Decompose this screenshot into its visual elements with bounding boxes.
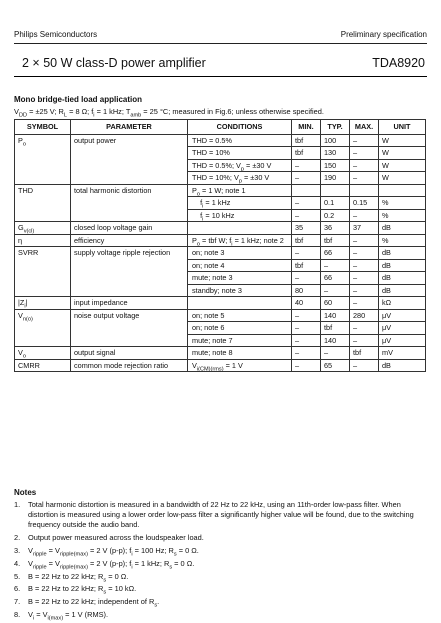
table-header-row <box>15 120 426 135</box>
cell-symbol <box>15 259 71 272</box>
notes-list <box>14 500 427 623</box>
cell-conditions: $P_o$ = tbf W; $f_i = 1$ kHz; note 2 <box>188 234 292 247</box>
cell-max: – <box>350 159 379 172</box>
cell-max: – <box>350 334 379 347</box>
note-item <box>14 597 427 607</box>
cell-min: – <box>292 209 321 222</box>
cell-conditions: THD = 10% <box>188 147 292 160</box>
table-row <box>15 247 426 260</box>
cell-min: tbf <box>292 147 321 160</box>
table-row <box>15 234 426 247</box>
cell-max: 37 <box>350 222 379 235</box>
cell-parameter: closed loop voltage gain <box>71 222 188 235</box>
cell-symbol <box>15 334 71 347</box>
cell-symbol: η <box>15 234 71 247</box>
cell-symbol: $G_{v(cl)}$ <box>15 222 71 235</box>
note-text: B = 22 Hz to 22 kHz; independent of $R_s$. <box>28 597 160 609</box>
column-header: CONDITIONS <box>188 120 292 135</box>
table-row <box>15 209 426 222</box>
cell-typ: 140 <box>321 309 350 322</box>
cell-parameter <box>71 272 188 285</box>
cell-typ: 140 <box>321 334 350 347</box>
cell-parameter: common mode rejection ratio <box>71 359 188 372</box>
cell-parameter <box>71 334 188 347</box>
cell-parameter: noise output voltage <box>71 309 188 322</box>
table-row <box>15 272 426 285</box>
table-row <box>15 197 426 210</box>
cell-conditions <box>188 297 292 310</box>
cell-typ: 190 <box>321 172 350 185</box>
note-number: 4. <box>14 558 21 568</box>
cell-parameter <box>71 209 188 222</box>
spec-status: Preliminary specification <box>340 30 427 39</box>
cell-symbol <box>15 272 71 285</box>
table-row <box>15 322 426 335</box>
cell-unit: % <box>379 234 426 247</box>
cell-max: – <box>350 147 379 160</box>
cell-parameter: input impedance <box>71 297 188 310</box>
cell-min: – <box>292 197 321 210</box>
cell-conditions: on; note 5 <box>188 309 292 322</box>
cell-unit: W <box>379 172 426 185</box>
cell-conditions: on; note 4 <box>188 259 292 272</box>
table-row <box>15 172 426 185</box>
cell-conditions: standby; note 3 <box>188 284 292 297</box>
cell-max: – <box>350 134 379 147</box>
cell-symbol <box>15 147 71 160</box>
cell-parameter: supply voltage ripple rejection <box>71 247 188 260</box>
cell-max: – <box>350 209 379 222</box>
cell-typ: 66 <box>321 247 350 260</box>
cell-max <box>350 184 379 197</box>
product-title: 2 × 50 W class-D power amplifier <box>22 56 206 70</box>
cell-conditions: mute; note 8 <box>188 347 292 360</box>
cell-unit: % <box>379 209 426 222</box>
cell-unit: % <box>379 197 426 210</box>
cell-min: 40 <box>292 297 321 310</box>
cell-unit: μV <box>379 322 426 335</box>
note-item <box>14 572 427 582</box>
part-number: TDA8920 <box>372 56 425 70</box>
cell-min: tbf <box>292 234 321 247</box>
cell-unit: dB <box>379 222 426 235</box>
cell-max: – <box>350 247 379 260</box>
cell-unit: W <box>379 147 426 160</box>
table-row <box>15 147 426 160</box>
table-row <box>15 284 426 297</box>
section-heading: Mono bridge-tied load application <box>14 95 142 104</box>
table-row <box>15 184 426 197</box>
cell-conditions: THD = 0.5% <box>188 134 292 147</box>
cell-parameter: output signal <box>71 347 188 360</box>
table-row <box>15 347 426 360</box>
cell-unit: μV <box>379 309 426 322</box>
cell-unit: W <box>379 134 426 147</box>
cell-min: – <box>292 334 321 347</box>
cell-symbol: $|Z_i|$ <box>15 297 71 310</box>
cell-conditions: THD = 0.5%; $V_p = \pm 30$ V <box>188 159 292 172</box>
cell-symbol <box>15 322 71 335</box>
note-text: $V_i = V_{i(max)} = 1$ V (RMS). <box>28 609 109 622</box>
cell-max: – <box>350 297 379 310</box>
cell-conditions <box>188 222 292 235</box>
cell-conditions: mute; note 7 <box>188 334 292 347</box>
cell-parameter: efficiency <box>71 234 188 247</box>
note-item <box>14 584 427 594</box>
cell-typ: 100 <box>321 134 350 147</box>
note-number: 3. <box>14 546 21 555</box>
cell-symbol: THD <box>15 184 71 197</box>
cell-symbol: $V_{n(o)}$ <box>15 309 71 322</box>
cell-max: – <box>350 172 379 185</box>
cell-unit: dB <box>379 284 426 297</box>
cell-max: – <box>350 259 379 272</box>
cell-unit: dB <box>379 359 426 372</box>
cell-conditions: $V_{i(CM)(rms)} = 1$ V <box>188 359 292 372</box>
table-row <box>15 297 426 310</box>
cell-unit: dB <box>379 259 426 272</box>
cell-typ: 0.2 <box>321 209 350 222</box>
cell-min: 80 <box>292 284 321 297</box>
cell-unit: dB <box>379 272 426 285</box>
cell-typ: 0.1 <box>321 197 350 210</box>
column-header: UNIT <box>379 120 426 135</box>
column-header: MIN. <box>292 120 321 135</box>
cell-symbol <box>15 197 71 210</box>
cell-typ: – <box>321 347 350 360</box>
note-text: B = 22 Hz to 22 kHz; $R_s = 0$ Ω. <box>28 571 129 584</box>
note-item <box>14 546 427 556</box>
cell-parameter: output power <box>71 134 188 147</box>
note-number: 5. <box>14 571 21 581</box>
note-text: Output power measured across the loudspeaker load. <box>28 533 204 543</box>
cell-typ: – <box>321 284 350 297</box>
cell-parameter <box>71 322 188 335</box>
cell-typ: 130 <box>321 147 350 160</box>
cell-typ: 60 <box>321 297 350 310</box>
cell-parameter <box>71 172 188 185</box>
cell-min: tbf <box>292 134 321 147</box>
column-header: TYP. <box>321 120 350 135</box>
cell-min: tbf <box>292 259 321 272</box>
cell-min: – <box>292 272 321 285</box>
section-conditions: $V_{DD} = \pm 25$ V; $R_L = 8$ Ω; $f_i = 1$ kHz; $T_{amb} = 25$ °C; measured in Fig.6; unless otherwise specified. <box>14 107 324 119</box>
cell-typ: tbf <box>321 234 350 247</box>
page-header <box>14 30 427 39</box>
table-row <box>15 134 426 147</box>
cell-symbol: $V_o$ <box>15 347 71 360</box>
cell-min: – <box>292 359 321 372</box>
cell-symbol: CMRR <box>15 359 71 372</box>
cell-parameter <box>71 159 188 172</box>
table-row <box>15 309 426 322</box>
cell-max: 280 <box>350 309 379 322</box>
table-row <box>15 359 426 372</box>
note-text: $V_{ripple} = V_{ripple(max)} = 2$ V (p-p); $f_i = 100$ Hz; $R_s = 0$ Ω. <box>28 546 199 558</box>
cell-max: – <box>350 284 379 297</box>
cell-max: – <box>350 234 379 247</box>
note-number: 7. <box>14 597 21 607</box>
note-number: 2. <box>14 533 21 543</box>
cell-unit: dB <box>379 247 426 260</box>
table-row <box>15 222 426 235</box>
header-rule <box>14 43 427 44</box>
column-header: SYMBOL <box>15 120 71 135</box>
cell-max: – <box>350 359 379 372</box>
column-header: PARAMETER <box>71 120 188 135</box>
note-item <box>14 559 427 569</box>
cell-unit: W <box>379 159 426 172</box>
cell-min: 35 <box>292 222 321 235</box>
cell-parameter <box>71 284 188 297</box>
cell-max: – <box>350 322 379 335</box>
cell-min: – <box>292 247 321 260</box>
cell-symbol <box>15 172 71 185</box>
cell-typ: 65 <box>321 359 350 372</box>
cell-symbol <box>15 209 71 222</box>
cell-conditions: THD = 10%; $V_p = \pm 30$ V <box>188 172 292 185</box>
cell-conditions: $f_i = 1$ kHz <box>188 197 292 210</box>
cell-min: – <box>292 159 321 172</box>
cell-symbol <box>15 284 71 297</box>
notes-heading: Notes <box>14 488 37 497</box>
cell-parameter: total harmonic distortion <box>71 184 188 197</box>
note-number: 1. <box>14 500 21 509</box>
cell-min: – <box>292 322 321 335</box>
note-text: Total harmonic distortion is measured in a bandwidth of 22 Hz to 22 kHz, using an 11th-order low-pass filter. When distortion is measured using a lower order low-pass filter a significantly higher value will be found, due to the switching frequency outside the audio band. <box>28 500 414 530</box>
note-item <box>14 610 427 620</box>
cell-min: – <box>292 172 321 185</box>
cell-typ: – <box>321 259 350 272</box>
note-item <box>14 500 427 531</box>
cell-conditions: mute; note 3 <box>188 272 292 285</box>
cell-conditions: on; note 6 <box>188 322 292 335</box>
cell-max: 0.15 <box>350 197 379 210</box>
table-row <box>15 259 426 272</box>
table-row <box>15 334 426 347</box>
note-number: 8. <box>14 609 21 619</box>
company-name: Philips Semiconductors <box>14 30 98 39</box>
note-item <box>14 533 427 543</box>
cell-min: – <box>292 309 321 322</box>
cell-conditions: $f_i = 10$ kHz <box>188 209 292 222</box>
cell-unit: mV <box>379 347 426 360</box>
table-row <box>15 159 426 172</box>
note-text: B = 22 Hz to 22 kHz; $R_s = 10$ kΩ. <box>28 584 137 596</box>
cell-typ: tbf <box>321 322 350 335</box>
column-header: MAX. <box>350 120 379 135</box>
cell-conditions: $P_o = 1$ W; note 1 <box>188 184 292 197</box>
cell-typ <box>321 184 350 197</box>
cell-conditions: on; note 3 <box>188 247 292 260</box>
cell-max: tbf <box>350 347 379 360</box>
cell-typ: 66 <box>321 272 350 285</box>
cell-parameter <box>71 259 188 272</box>
cell-max: – <box>350 272 379 285</box>
cell-symbol: SVRR <box>15 247 71 260</box>
cell-typ: 150 <box>321 159 350 172</box>
title-rule <box>14 76 427 77</box>
title-row <box>22 56 425 70</box>
cell-symbol <box>15 159 71 172</box>
cell-symbol: $P_o$ <box>15 134 71 147</box>
cell-unit <box>379 184 426 197</box>
cell-typ: 36 <box>321 222 350 235</box>
cell-unit: kΩ <box>379 297 426 310</box>
cell-parameter <box>71 147 188 160</box>
cell-parameter <box>71 197 188 210</box>
note-text: $V_{ripple} = V_{ripple(max)} = 2$ V (p-p); $f_i = 1$ kHz; $R_s = 0$ Ω. <box>28 558 195 571</box>
cell-unit: μV <box>379 334 426 347</box>
cell-min <box>292 184 321 197</box>
note-number: 6. <box>14 584 21 594</box>
cell-min: – <box>292 347 321 360</box>
characteristics-table <box>14 119 426 372</box>
